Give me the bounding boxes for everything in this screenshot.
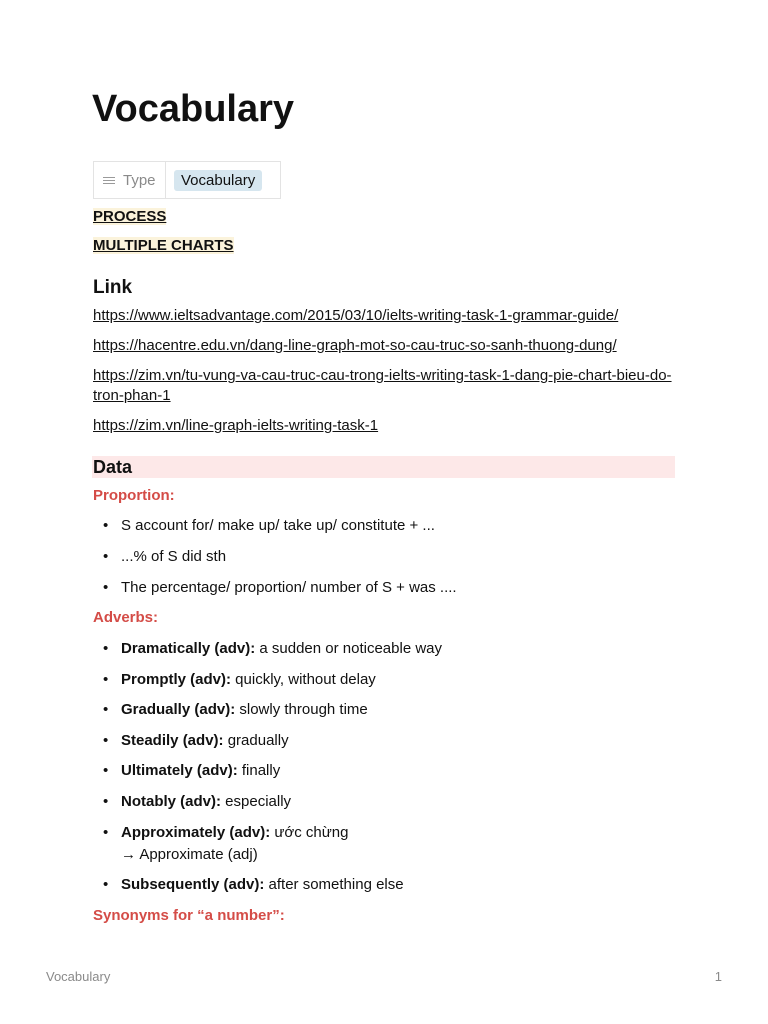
bullet-icon: • [103, 701, 109, 718]
property-table [93, 161, 281, 199]
term: Ultimately (adv): [121, 762, 238, 779]
bullet-icon: • [103, 517, 109, 534]
type-tag[interactable]: Vocabulary [174, 170, 262, 191]
term: Gradually (adv): [121, 701, 236, 718]
url-link[interactable]: https://www.ieltsadvantage.com/2015/03/10/ielts-writing-task-1-grammar-guide/ [93, 307, 619, 324]
definition: quickly, without delay [231, 671, 376, 688]
bullet-icon: • [103, 762, 109, 779]
url-link[interactable]: https://zim.vn/line-graph-ielts-writing-task-1 [93, 417, 379, 434]
derived-form: → Approximate (adj) [121, 846, 258, 863]
bullet-icon: • [103, 876, 109, 893]
footer-title: Vocabulary [46, 969, 111, 984]
bullet-icon: • [103, 793, 109, 810]
adverbs-label: Adverbs: [93, 609, 159, 626]
url-link[interactable]: https://hacentre.edu.vn/dang-line-graph-mot-so-cau-truc-so-sanh-thuong-dung/ [93, 337, 617, 354]
property-key-label: Type [123, 171, 156, 189]
bullet-icon: • [103, 671, 109, 688]
bullet-icon: • [103, 824, 109, 841]
term: Promptly (adv): [121, 671, 232, 688]
synonyms-label: Synonyms for “a number”: [93, 907, 285, 924]
proportion-label: Proportion: [93, 487, 175, 504]
definition: especially [221, 793, 292, 810]
definition: finally [237, 762, 281, 779]
definition: a sudden or noticeable way [255, 640, 443, 657]
bullet-icon: • [103, 548, 109, 565]
definition: gradually [223, 732, 289, 749]
process-page-link[interactable]: PROCESS [93, 208, 167, 225]
link-heading: Link [93, 277, 133, 298]
term: Dramatically (adv): [121, 640, 256, 657]
bullet-icon: • [103, 579, 109, 596]
page-number: 1 [714, 969, 722, 984]
property-value [166, 162, 262, 198]
bullet-icon: • [103, 732, 109, 749]
property-key [94, 162, 166, 198]
definition: ước chừng [270, 824, 349, 841]
definition: after something else [264, 876, 404, 893]
bullet-icon: • [103, 640, 109, 657]
data-heading: Data [92, 456, 675, 478]
term: Notably (adv): [121, 793, 222, 810]
term: Approximately (adv): [121, 824, 271, 841]
list-icon [103, 176, 115, 185]
term: Steadily (adv): [121, 732, 224, 749]
term: Subsequently (adv): [121, 876, 265, 893]
page-title: Vocabulary [92, 88, 295, 130]
multiple-charts-page-link[interactable]: MULTIPLE CHARTS [93, 237, 234, 254]
definition: slowly through time [235, 701, 368, 718]
url-link[interactable]: https://zim.vn/tu-vung-va-cau-truc-cau-trong-ielts-writing-task-1-dang-pie-chart-bieu-do-tron-phan-1 [93, 367, 672, 404]
